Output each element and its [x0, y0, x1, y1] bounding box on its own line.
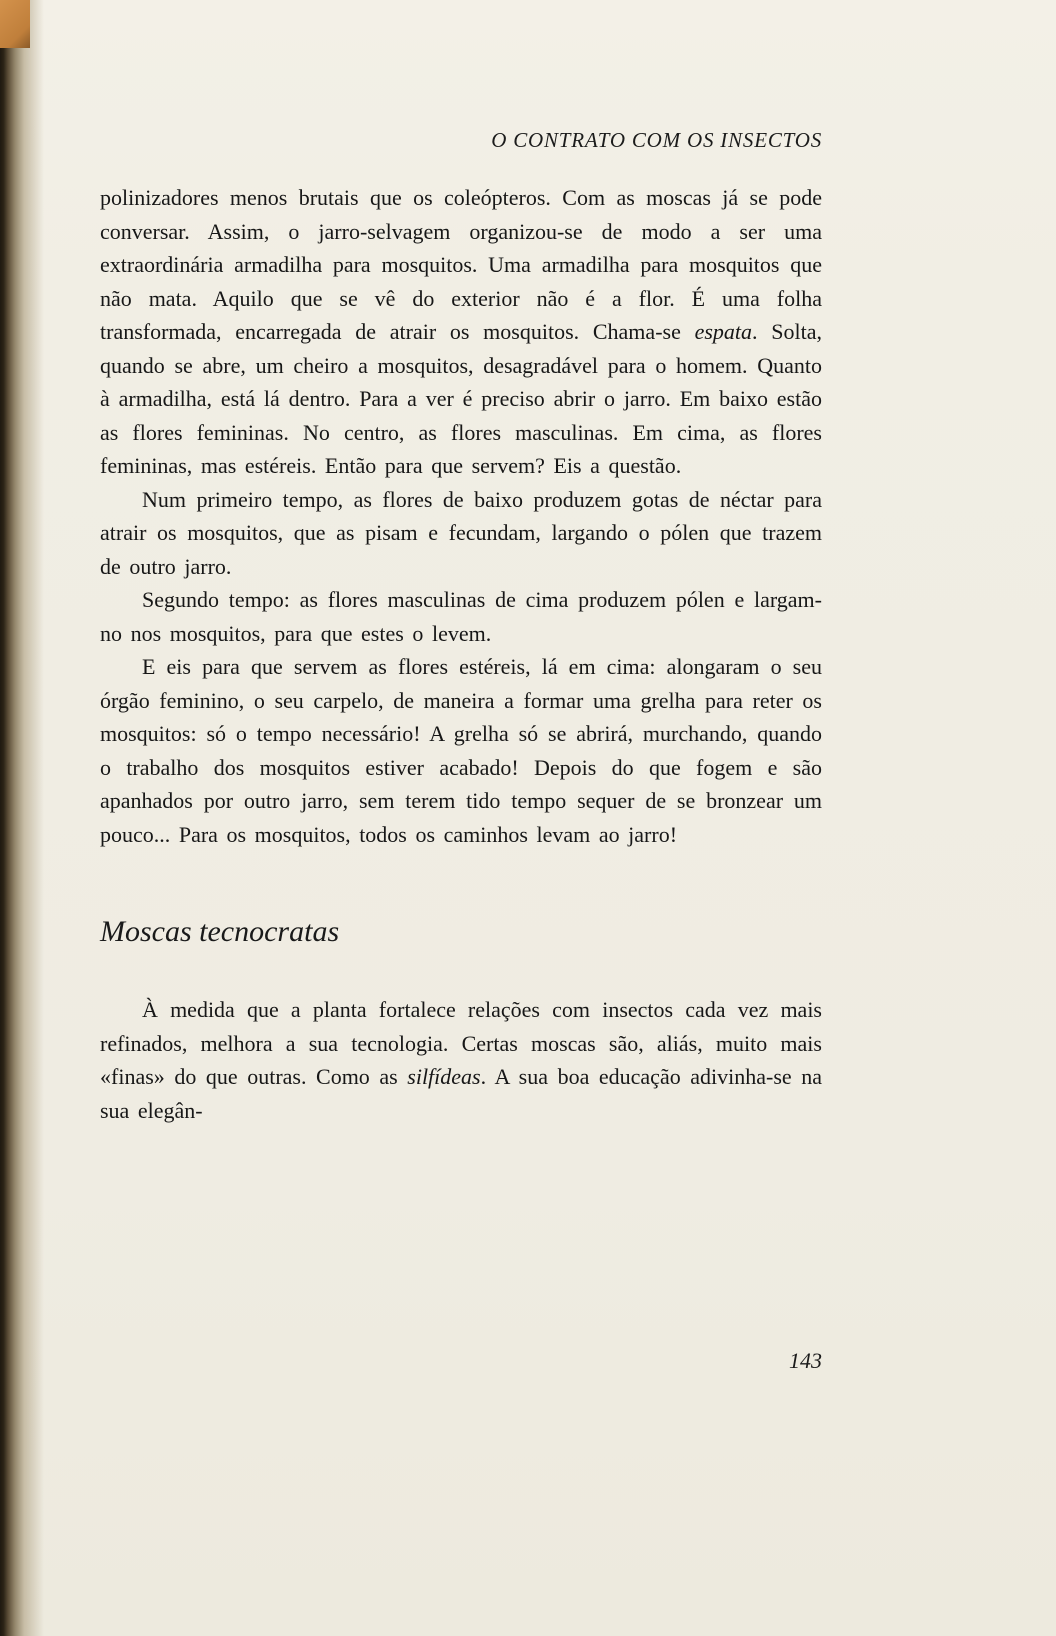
text-segment: polinizadores menos brutais que os coleópteros. Com as moscas já se pode conversar. Assim, o jarro-selvagem organizou-se de modo a ser uma extraordinária armadilha para mosquitos. Uma armadilha para mosquitos que não mata. Aquilo que se vê do exterior não é a flor. É uma folha transformada, encarregada de atrair os mosquitos. Chama-se: [100, 185, 822, 344]
text-segment: Num primeiro tempo, as flores de baixo produzem gotas de néctar para atrair os mosquitos, que as pisam e fecundam, largando o pólen que trazem de outro jarro.: [100, 486, 822, 579]
text-segment-italic: silfídeas: [407, 1064, 481, 1089]
text-segment: Segundo tempo: as flores masculinas de cima produzem pólen e largam-no nos mosquitos, para que estes o levem.: [100, 587, 822, 646]
paragraph: [100, 650, 822, 851]
text-segment: E eis para que servem as flores estéreis, lá em cima: alongaram o seu órgão feminino, o seu carpelo, de maneira a formar uma grelha para reter os mosquitos: só o tempo necessário! A grelha só se abrirá, murchando, quando o trabalho dos mosquitos estiver acabado! Depois do que fogem e são apanhados por outro jarro, sem terem tido tempo sequer de se bronzear um pouco... Para os mosquitos, todos os caminhos levam ao jarro!: [100, 654, 822, 847]
running-head: O CONTRATO COM OS INSECTOS: [491, 128, 822, 152]
paragraph: [100, 583, 822, 650]
page-content: [100, 128, 822, 1127]
text-segment: À medida que a planta fortalece relações com insectos cada vez mais refinados, melhora a sua tecnologia. Certas moscas são, aliás, muito mais «finas» do que outras. Como as: [100, 997, 822, 1089]
paragraph: [100, 181, 822, 483]
section-heading: Moscas tecnocratas: [100, 915, 340, 948]
book-binding-edge: [0, 0, 44, 1636]
text-segment-italic: espata: [694, 319, 753, 344]
text-segment: . Solta, quando se abre, um cheiro a mosquitos, desagradável para o homem. Quanto à armadilha, está lá dentro. Para a ver é preciso abrir o jarro. Em baixo estão as flores femininas. No centro, as flores masculinas. Em cima, as flores femininas, mas estéreis. Então para que servem? Eis a questão.: [100, 319, 822, 478]
text-segment: . A sua boa educação adivinha-se na sua elegân-: [100, 1064, 823, 1123]
binding-corner-mark: [0, 0, 30, 48]
paragraph: [100, 993, 822, 1127]
paragraph: [100, 483, 822, 584]
page-number: 143: [789, 1348, 822, 1373]
